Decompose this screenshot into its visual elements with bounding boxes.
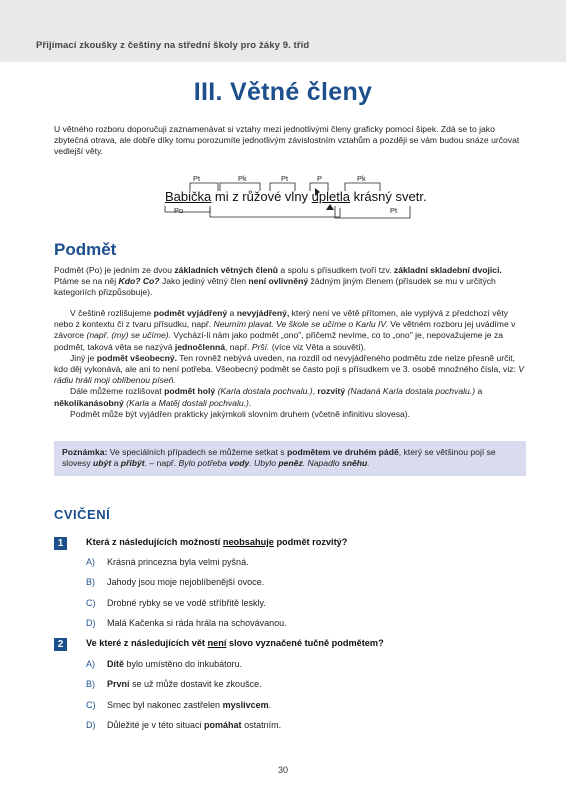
- q1-option-b[interactable]: B) Jahody jsou moje nejoblíbenější ovoce.: [86, 577, 265, 587]
- question-number-2: 2: [54, 638, 67, 651]
- word-middle: mi z růžové vlny: [211, 189, 312, 204]
- section-heading-podmet: Podmět: [54, 240, 117, 259]
- page-number: 30: [277, 765, 288, 775]
- label-top-1: Pt: [193, 174, 201, 183]
- q2-option-c[interactable]: C) Srnec byl nakonec zastřelen myslivcem.: [86, 700, 272, 710]
- label-top-5: Pk: [357, 174, 366, 183]
- podmet-paragraph-3: Jiný je podmět všeobecný. Ten rovněž nebývá uveden, na rozdíl od nevyjádřeného podmětu zde nelze přesně určit, kdo děj vykonává, ale ani to není potřeba. Všeobecný podmět se často pojí s přísudkem ve 3. osobě množného čísla, viz: V rádiu hráli moji oblíbenou píseň.: [54, 352, 525, 386]
- page-header: [0, 0, 566, 62]
- word-end: krásný svetr.: [349, 189, 427, 204]
- question-number-1: 1: [54, 537, 67, 550]
- note-text: Poznámka: Ve speciálních případech se můžeme setkat s podmětem ve druhém pádě, který se většinou pojí se slovesy ubýt a přibýt. – např. Bylo potřeba vody. Ubylo peněz. Napadlo sněhu.: [62, 447, 496, 469]
- diagram-sentence: [165, 189, 427, 204]
- q2-option-d[interactable]: D) Důležité je v této situaci pomáhat ostatním.: [86, 720, 282, 730]
- q2-option-a[interactable]: A) Dítě bylo umístěno do inkubátoru.: [86, 659, 243, 669]
- intro-paragraph: U větného rozboru doporučuji zaznamenávat si vztahy mezi jednotlivými členy graficky pomocí šipek. Zdá se to jako zbytečná otrava, ale dobře díky tomu porozumíte jednotlivým závislostním vztahům a později se vám budou snáze určovat vedlejší věty.: [54, 124, 520, 157]
- q1-option-a[interactable]: A) Krásná princezna byla velmi pyšná.: [86, 557, 249, 567]
- label-top-3: Pt: [281, 174, 289, 183]
- word-upletla: upletla: [311, 189, 350, 204]
- label-bottom-po: Po: [174, 206, 184, 215]
- podmet-paragraph-2: V češtině rozlišujeme podmět vyjádřený a nevyjádřený, který není ve větě přítomen, ale vyplývá z předchozí věty nebo z kontextu či z tvaru přísudku, např. Neumím plavat. Ve škole se učíme o Karlu IV. Ve větném rozboru jej uvádíme v závorce (např. (my) se učíme). Vychází-li nám jako podmět „ono", přičemž nevíme, co to „ono" je, nepovažujeme je za podmět, taková věta se nazývá jednočlenná, např. Prší. (více viz Věta a souvětí).: [54, 308, 516, 352]
- question-2-text: Ve které z následujících vět není slovo vyznačené tučně podmětem?: [86, 638, 384, 648]
- podmet-paragraph-4: Dále můžeme rozlišovat podmět holý (Karla dostala pochvalu.), rozvitý (Nadaná Karla dostala pochvalu.) a několikanásobný (Karla a Matěj dostali pochvalu.).: [54, 386, 483, 408]
- label-top-4: P: [317, 174, 323, 183]
- sentence-diagram: [150, 170, 430, 230]
- exercises-heading: CVIČENÍ: [54, 507, 111, 522]
- podmet-body: [54, 308, 526, 420]
- q1-option-c[interactable]: C) Drobné rybky se ve vodě stříbřitě leskly.: [86, 598, 266, 608]
- header-title: Přijímací zkoušky z češtiny na střední školy pro žáky 9. tříd: [36, 40, 310, 51]
- q2-option-b[interactable]: B) První se už může dostavit ke zkoušce.: [86, 679, 262, 689]
- question-1-text: Která z následujících možností neobsahuje podmět rozvitý?: [86, 537, 348, 547]
- note-box: [54, 441, 526, 476]
- q1-option-d[interactable]: D) Malá Kačenka si ráda hrála na schovávanou.: [86, 618, 287, 628]
- word-babicka: Babička: [165, 189, 212, 204]
- label-bottom-pt: Pt: [390, 206, 398, 215]
- label-top-2: Pk: [238, 174, 247, 183]
- chapter-title: III. Větné členy: [193, 78, 373, 106]
- podmet-paragraph-1: Podmět (Po) je jedním ze dvou základních větných členů a spolu s přísudkem tvoří tzv. základní skladební dvojici. Ptáme se na něj Kdo? Co? Jako jediný větný člen není ovlivněný žádným jiným členem (přísudek se mu v určitých kategoriích přizpůsobuje).: [54, 265, 502, 298]
- podmet-paragraph-5: Podmět může být vyjádřen prakticky jakýmkoli slovním druhem (včetně infinitivu slovesa).: [70, 408, 411, 419]
